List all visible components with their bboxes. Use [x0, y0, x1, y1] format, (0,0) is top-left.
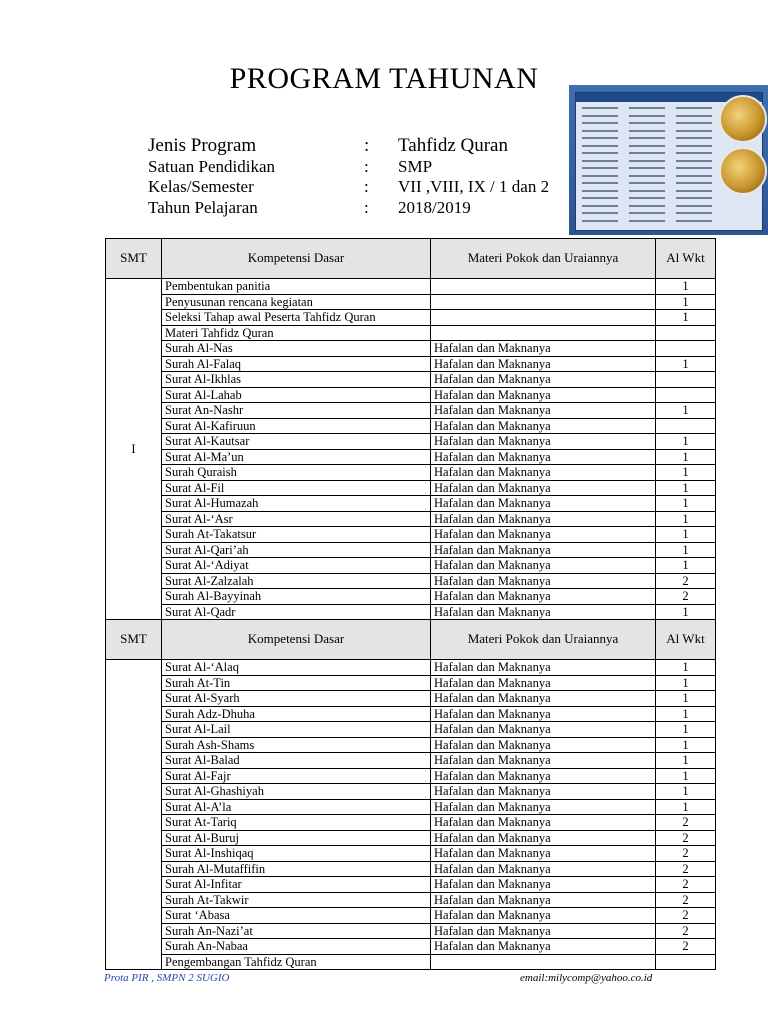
kompetensi-cell: Surat Al-Kafiruun	[162, 418, 431, 434]
table-row	[106, 737, 716, 753]
kompetensi-cell: Surah At-Takatsur	[162, 527, 431, 543]
alokasi-cell: 1	[656, 753, 716, 769]
thumbnail-text-line	[676, 197, 712, 199]
table-row	[106, 310, 716, 326]
table-row	[106, 892, 716, 908]
materi-cell: Hafalan dan Maknanya	[431, 722, 656, 738]
thumbnail-text-line	[676, 115, 712, 117]
kompetensi-cell: Surah At-Takwir	[162, 892, 431, 908]
thumbnail-text-line	[629, 130, 665, 132]
table-row	[106, 341, 716, 357]
semester-1-body	[106, 279, 716, 620]
materi-cell: Hafalan dan Maknanya	[431, 465, 656, 481]
alokasi-cell	[656, 954, 716, 970]
thumbnail-text-line	[629, 220, 665, 222]
thumbnail-text-line	[629, 115, 665, 117]
meta-value: VII ,VIII, IX / 1 dan 2	[398, 177, 550, 196]
alokasi-cell: 1	[656, 722, 716, 738]
kompetensi-cell: Surat Al-A’la	[162, 799, 431, 815]
thumbnail-text-line	[629, 197, 665, 199]
thumbnail-text-line	[582, 205, 618, 207]
alokasi-cell	[656, 387, 716, 403]
kompetensi-cell: Surat Al-Ghashiyah	[162, 784, 431, 800]
thumbnail-text-line	[676, 122, 712, 124]
kompetensi-cell: Surat Al-‘Adiyat	[162, 558, 431, 574]
table-row	[106, 660, 716, 676]
thumbnail-text-line	[582, 175, 618, 177]
semester-2-body	[106, 660, 716, 970]
alokasi-cell: 1	[656, 511, 716, 527]
kompetensi-cell: Surat At-Tariq	[162, 815, 431, 831]
table-row	[106, 923, 716, 939]
thumbnail-text-line	[582, 220, 618, 222]
gold-medallion-icon	[719, 95, 767, 143]
table-header-row	[106, 239, 716, 279]
table-row	[106, 542, 716, 558]
table-row	[106, 799, 716, 815]
semester-label: I	[106, 279, 162, 620]
alokasi-cell: 2	[656, 892, 716, 908]
header-materi: Materi Pokok dan Uraiannya	[431, 239, 656, 279]
table-row	[106, 480, 716, 496]
materi-cell: Hafalan dan Maknanya	[431, 846, 656, 862]
materi-cell: Hafalan dan Maknanya	[431, 558, 656, 574]
alokasi-cell: 1	[656, 799, 716, 815]
kompetensi-cell: Surah Al-Bayyinah	[162, 589, 431, 605]
alokasi-cell: 1	[656, 784, 716, 800]
thumbnail-text-line	[582, 160, 618, 162]
alokasi-cell: 2	[656, 923, 716, 939]
kompetensi-cell: Surat Al-Syarh	[162, 691, 431, 707]
alokasi-cell: 1	[656, 465, 716, 481]
kompetensi-cell: Surat ‘Abasa	[162, 908, 431, 924]
thumbnail-text-line	[676, 160, 712, 162]
kompetensi-cell: Surat Al-Buruj	[162, 830, 431, 846]
materi-cell: Hafalan dan Maknanya	[431, 784, 656, 800]
kompetensi-cell: Surat Al-‘Alaq	[162, 660, 431, 676]
meta-label: Kelas/Semester	[148, 177, 254, 196]
kompetensi-cell: Surat Al-Inshiqaq	[162, 846, 431, 862]
thumbnail-text-line	[676, 220, 712, 222]
semester-2-header	[106, 620, 716, 660]
alokasi-cell: 2	[656, 830, 716, 846]
thumbnail-text-line	[676, 190, 712, 192]
header-alokasi-waktu: Al Wkt	[656, 620, 716, 660]
kompetensi-cell: Surah At-Tin	[162, 675, 431, 691]
header-kompetensi: Kompetensi Dasar	[162, 620, 431, 660]
thumbnail-text-line	[629, 152, 665, 154]
meta-colon: :	[364, 156, 369, 176]
materi-cell: Hafalan dan Maknanya	[431, 434, 656, 450]
thumbnail-text-line	[582, 197, 618, 199]
materi-cell: Hafalan dan Maknanya	[431, 449, 656, 465]
materi-cell: Hafalan dan Maknanya	[431, 830, 656, 846]
meta-colon: :	[364, 177, 369, 196]
program-meta	[148, 136, 549, 218]
thumbnail-text-line	[629, 107, 665, 109]
kompetensi-cell: Surat Al-Fil	[162, 480, 431, 496]
meta-value: 2018/2019	[398, 197, 471, 217]
table-row	[106, 846, 716, 862]
table-row	[106, 511, 716, 527]
materi-cell: Hafalan dan Maknanya	[431, 815, 656, 831]
meta-label: Jenis Program	[148, 135, 257, 156]
kompetensi-cell: Surat Al-Ikhlas	[162, 372, 431, 388]
thumbnail-text-line	[582, 190, 618, 192]
materi-cell: Hafalan dan Maknanya	[431, 737, 656, 753]
table-row	[106, 861, 716, 877]
materi-cell: Hafalan dan Maknanya	[431, 939, 656, 955]
materi-cell: Hafalan dan Maknanya	[431, 768, 656, 784]
alokasi-cell: 1	[656, 480, 716, 496]
table-row	[106, 815, 716, 831]
thumbnail-text-line	[676, 107, 712, 109]
table-row	[106, 434, 716, 450]
alokasi-cell: 1	[656, 449, 716, 465]
materi-cell: Hafalan dan Maknanya	[431, 660, 656, 676]
materi-cell: Hafalan dan Maknanya	[431, 877, 656, 893]
meta-row-tahun-pelajaran	[148, 198, 549, 219]
materi-cell: Hafalan dan Maknanya	[431, 691, 656, 707]
kompetensi-cell: Surat Al-Kautsar	[162, 434, 431, 450]
kompetensi-cell: Materi Tahfidz Quran	[162, 325, 431, 341]
table-header-row	[106, 620, 716, 660]
thumbnail-text-line	[629, 212, 665, 214]
kompetensi-cell: Surat Al-Lahab	[162, 387, 431, 403]
materi-cell	[431, 310, 656, 326]
materi-cell: Hafalan dan Maknanya	[431, 604, 656, 620]
kompetensi-cell: Surat An-Nashr	[162, 403, 431, 419]
alokasi-cell: 1	[656, 403, 716, 419]
table-row	[106, 877, 716, 893]
kompetensi-cell: Surah Al-Mutaffifin	[162, 861, 431, 877]
kompetensi-cell: Surah An-Nabaa	[162, 939, 431, 955]
alokasi-cell: 1	[656, 660, 716, 676]
alokasi-cell: 2	[656, 846, 716, 862]
alokasi-cell: 1	[656, 496, 716, 512]
meta-row-jenis-program	[148, 136, 549, 157]
materi-cell: Hafalan dan Maknanya	[431, 675, 656, 691]
alokasi-cell: 1	[656, 604, 716, 620]
thumbnail-text-line	[676, 205, 712, 207]
thumbnail-text-line	[629, 145, 665, 147]
alokasi-cell	[656, 341, 716, 357]
gold-medallion-icon	[719, 147, 767, 195]
table-row	[106, 372, 716, 388]
alokasi-cell: 1	[656, 558, 716, 574]
kompetensi-cell: Surat Al-‘Asr	[162, 511, 431, 527]
table-row	[106, 356, 716, 372]
table-row	[106, 465, 716, 481]
thumbnail-text-line	[629, 205, 665, 207]
thumbnail-text-line	[676, 137, 712, 139]
materi-cell: Hafalan dan Maknanya	[431, 799, 656, 815]
kompetensi-cell: Surat Al-Qadr	[162, 604, 431, 620]
alokasi-cell: 1	[656, 356, 716, 372]
header-materi: Materi Pokok dan Uraiannya	[431, 620, 656, 660]
table-row	[106, 908, 716, 924]
table-row	[106, 279, 716, 295]
alokasi-cell	[656, 372, 716, 388]
header-kompetensi: Kompetensi Dasar	[162, 239, 431, 279]
thumbnail-text-line	[582, 212, 618, 214]
materi-cell	[431, 954, 656, 970]
thumbnail-text-line	[629, 175, 665, 177]
header-alokasi-waktu: Al Wkt	[656, 239, 716, 279]
materi-cell: Hafalan dan Maknanya	[431, 573, 656, 589]
meta-row-kelas-semester	[148, 177, 549, 198]
thumbnail-text-line	[676, 145, 712, 147]
thumbnail-text-line	[676, 212, 712, 214]
materi-cell: Hafalan dan Maknanya	[431, 480, 656, 496]
materi-cell: Hafalan dan Maknanya	[431, 496, 656, 512]
thumbnail-text-line	[629, 190, 665, 192]
materi-cell	[431, 294, 656, 310]
meta-label: Tahun Pelajaran	[148, 197, 258, 217]
thumbnail-text-line	[676, 130, 712, 132]
alokasi-cell: 1	[656, 675, 716, 691]
table-row	[106, 589, 716, 605]
alokasi-cell: 1	[656, 542, 716, 558]
alokasi-cell: 1	[656, 294, 716, 310]
thumbnail-text-line	[582, 152, 618, 154]
kompetensi-cell: Surat Al-Ma’un	[162, 449, 431, 465]
alokasi-cell: 1	[656, 691, 716, 707]
footer-email: email:milycomp@yahoo.co.id	[520, 972, 653, 984]
thumbnail-text-line	[582, 115, 618, 117]
thumbnail-text-line	[629, 137, 665, 139]
table-row	[106, 722, 716, 738]
table-row	[106, 387, 716, 403]
materi-cell: Hafalan dan Maknanya	[431, 356, 656, 372]
materi-cell: Hafalan dan Maknanya	[431, 418, 656, 434]
materi-cell: Hafalan dan Maknanya	[431, 372, 656, 388]
kompetensi-cell: Surah Al-Nas	[162, 341, 431, 357]
thumbnail-text-line	[629, 122, 665, 124]
table-row	[106, 768, 716, 784]
alokasi-cell: 1	[656, 527, 716, 543]
thumbnail-text-line	[582, 130, 618, 132]
page-title: PROGRAM TAHUNAN	[229, 62, 539, 95]
thumbnail-text-line	[582, 137, 618, 139]
materi-cell: Hafalan dan Maknanya	[431, 908, 656, 924]
table-row	[106, 784, 716, 800]
table-row	[106, 691, 716, 707]
alokasi-cell: 1	[656, 737, 716, 753]
thumbnail-text-line	[676, 182, 712, 184]
alokasi-cell: 1	[656, 768, 716, 784]
meta-colon: :	[364, 135, 370, 156]
alokasi-cell: 1	[656, 434, 716, 450]
materi-cell: Hafalan dan Maknanya	[431, 403, 656, 419]
semester-label	[106, 660, 162, 970]
thumbnail-text-line	[582, 167, 618, 169]
kompetensi-cell: Surat Al-Humazah	[162, 496, 431, 512]
thumbnail-text-line	[676, 152, 712, 154]
table-row	[106, 449, 716, 465]
alokasi-cell: 2	[656, 815, 716, 831]
surah-list-thumbnail-image	[569, 85, 768, 235]
table-row	[106, 558, 716, 574]
alokasi-cell: 2	[656, 589, 716, 605]
table-row	[106, 604, 716, 620]
program-table	[105, 238, 716, 970]
table-row	[106, 753, 716, 769]
materi-cell: Hafalan dan Maknanya	[431, 542, 656, 558]
table-row	[106, 325, 716, 341]
table-row	[106, 403, 716, 419]
thumbnail-text-line	[582, 107, 618, 109]
table-row	[106, 939, 716, 955]
table-row	[106, 573, 716, 589]
alokasi-cell: 2	[656, 573, 716, 589]
kompetensi-cell: Pengembangan Tahfidz Quran	[162, 954, 431, 970]
alokasi-cell: 2	[656, 939, 716, 955]
materi-cell	[431, 279, 656, 295]
kompetensi-cell: Surah Adz-Dhuha	[162, 706, 431, 722]
kompetensi-cell: Surah Quraish	[162, 465, 431, 481]
meta-colon: :	[364, 197, 369, 217]
alokasi-cell: 2	[656, 861, 716, 877]
alokasi-cell: 1	[656, 279, 716, 295]
thumbnail-text-line	[676, 175, 712, 177]
materi-cell	[431, 325, 656, 341]
materi-cell: Hafalan dan Maknanya	[431, 753, 656, 769]
alokasi-cell: 2	[656, 877, 716, 893]
table-row	[106, 830, 716, 846]
table-row	[106, 675, 716, 691]
kompetensi-cell: Surat Al-Fajr	[162, 768, 431, 784]
kompetensi-cell: Surat Al-Zalzalah	[162, 573, 431, 589]
thumbnail-text-line	[676, 167, 712, 169]
materi-cell: Hafalan dan Maknanya	[431, 706, 656, 722]
materi-cell: Hafalan dan Maknanya	[431, 861, 656, 877]
thumbnail-text-line	[582, 182, 618, 184]
thumbnail-text-line	[629, 167, 665, 169]
kompetensi-cell: Pembentukan panitia	[162, 279, 431, 295]
alokasi-cell: 2	[656, 908, 716, 924]
materi-cell: Hafalan dan Maknanya	[431, 341, 656, 357]
meta-value: Tahfidz Quran	[398, 135, 508, 156]
kompetensi-cell: Surah Al-Falaq	[162, 356, 431, 372]
materi-cell: Hafalan dan Maknanya	[431, 387, 656, 403]
kompetensi-cell: Penyusunan rencana kegiatan	[162, 294, 431, 310]
meta-label: Satuan Pendidikan	[148, 156, 276, 176]
materi-cell: Hafalan dan Maknanya	[431, 589, 656, 605]
header-smt: SMT	[106, 239, 162, 279]
kompetensi-cell: Surah An-Nazi’at	[162, 923, 431, 939]
thumbnail-text-line	[582, 145, 618, 147]
kompetensi-cell: Surah Ash-Shams	[162, 737, 431, 753]
materi-cell: Hafalan dan Maknanya	[431, 511, 656, 527]
thumbnail-text-line	[629, 160, 665, 162]
kompetensi-cell: Seleksi Tahap awal Peserta Tahfidz Quran	[162, 310, 431, 326]
alokasi-cell: 1	[656, 310, 716, 326]
thumbnail-text-line	[629, 182, 665, 184]
table-row	[106, 954, 716, 970]
table-row	[106, 294, 716, 310]
kompetensi-cell: Surat Al-Infitar	[162, 877, 431, 893]
materi-cell: Hafalan dan Maknanya	[431, 923, 656, 939]
kompetensi-cell: Surat Al-Qari’ah	[162, 542, 431, 558]
materi-cell: Hafalan dan Maknanya	[431, 892, 656, 908]
table-row	[106, 496, 716, 512]
table-row	[106, 527, 716, 543]
kompetensi-cell: Surat Al-Lail	[162, 722, 431, 738]
meta-row-satuan-pendidikan	[148, 157, 549, 178]
header-smt: SMT	[106, 620, 162, 660]
alokasi-cell: 1	[656, 706, 716, 722]
alokasi-cell	[656, 325, 716, 341]
table-row	[106, 706, 716, 722]
table-row	[106, 418, 716, 434]
kompetensi-cell: Surat Al-Balad	[162, 753, 431, 769]
thumbnail-text-line	[582, 122, 618, 124]
footer-credit: Prota PIR , SMPN 2 SUGIO	[104, 972, 230, 984]
alokasi-cell	[656, 418, 716, 434]
meta-value: SMP	[398, 156, 433, 176]
materi-cell: Hafalan dan Maknanya	[431, 527, 656, 543]
